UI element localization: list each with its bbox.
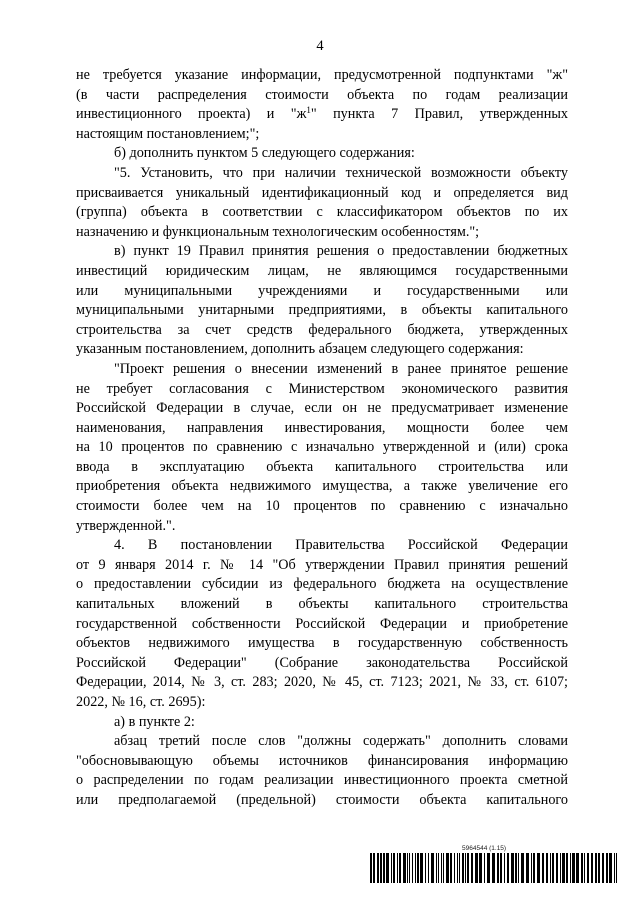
barcode-bar (436, 853, 437, 883)
barcode-bar (370, 853, 372, 883)
barcode-bar (533, 853, 535, 883)
text-line: муниципальными унитарными предприятиями, в объекты капитального (76, 302, 568, 319)
barcode-bar (428, 853, 429, 883)
barcode-bar (581, 853, 583, 883)
barcode-bar (383, 853, 385, 883)
text-line: 2022, № 16, ст. 2695): (76, 694, 206, 710)
barcode-bar (459, 853, 460, 883)
barcode-bar (417, 853, 419, 883)
text-line: б) дополнить пунктом 5 следующего содержания: (114, 145, 415, 162)
barcode-bar (542, 853, 544, 883)
barcode-bar (507, 853, 509, 883)
barcode-bar (438, 853, 439, 883)
text-line: абзац третий после слов "должны содержать" дополнить словами (114, 733, 568, 750)
barcode-bar (560, 853, 561, 883)
barcode-bar (454, 853, 455, 883)
page-number: 4 (316, 38, 324, 54)
barcode-bar (497, 853, 499, 883)
barcode-bar (462, 853, 464, 883)
barcode-bar (475, 853, 478, 883)
barcode-bar (479, 853, 482, 883)
text-line: о предоставлении субсидии из федерального бюджета на осуществление (76, 576, 568, 593)
barcode-bar (386, 853, 389, 883)
barcode-bar (399, 853, 401, 883)
barcode-bar (552, 853, 554, 883)
text-line: в) пункт 19 Правил принятия решения о предоставлении бюджетных (114, 243, 568, 260)
barcode-bar (584, 853, 585, 883)
barcode-bar (457, 853, 458, 883)
barcode-bar (407, 853, 408, 883)
barcode-bar (393, 853, 395, 883)
text-line: или предполагаемой (предельной) стоимости объекта капитального (76, 791, 568, 808)
barcode-bar (373, 853, 375, 883)
text-line: наименования, направления инвестирования, мощности более чем (76, 419, 568, 436)
text-line: или муниципальными учреждениями и государственными или (76, 282, 568, 299)
barcode-bar (614, 853, 615, 883)
barcode-bar (500, 853, 502, 883)
barcode-bar (492, 853, 495, 883)
text-line: на 10 процентов по сравнению с изначально утвержденной и (или) срока (76, 439, 568, 456)
barcode-bar (526, 853, 529, 883)
barcode-id-text: 5964544 (1.15) (462, 845, 507, 852)
text-line: "Проект решения о внесении изменений в ранее принятое решение (114, 360, 568, 377)
barcode-bar (556, 853, 558, 883)
barcode-image (370, 853, 620, 883)
barcode-bar (598, 853, 600, 883)
barcode-bar (441, 853, 442, 883)
barcode-bar (616, 853, 617, 883)
text-line: настоящим постановлением;"; (76, 125, 260, 142)
barcode-bar (409, 853, 410, 883)
barcode-bar (377, 853, 379, 883)
text-line: Российской Федерации в случае, если он не предусматривает изменение (76, 400, 568, 417)
barcode-bar (521, 853, 524, 883)
barcode-bar (425, 853, 426, 883)
barcode-bar (443, 853, 444, 883)
barcode-bar (537, 853, 540, 883)
barcode-bar (566, 853, 568, 883)
text-line: инвестиций юридическим лицам, не являющимся государственными (76, 262, 568, 279)
barcode-bar (515, 853, 517, 883)
superscript: 1 (306, 105, 311, 116)
barcode-bar (546, 853, 548, 883)
barcode-bar (471, 853, 473, 883)
barcode-bar (391, 853, 392, 883)
barcode-bar (465, 853, 466, 883)
barcode-bar (446, 853, 449, 883)
text-line: от 9 января 2014 г. № 14 "Об утверждении Правил принятия решений (76, 556, 568, 573)
barcode-bar (572, 853, 575, 883)
barcode-bar (504, 853, 505, 883)
barcode-bar (550, 853, 551, 883)
barcode-bar (531, 853, 532, 883)
barcode-bar (380, 853, 382, 883)
text-line: капитальных вложений в объекты капитального строительства (76, 596, 568, 613)
barcode-bar (397, 853, 398, 883)
text-line: а) в пункте 2: (114, 713, 195, 730)
text-line: объектов недвижимого имущества в государственную собственность (76, 635, 568, 652)
text-line: 4. В постановлении Правительства Российской Федерации (114, 537, 568, 554)
document-body (76, 66, 568, 811)
text-line: не требуется указание информации, предусмотренной подпунктами "ж" (76, 67, 568, 83)
barcode-bar (606, 853, 608, 883)
barcode-bar (431, 853, 434, 883)
barcode-bar (450, 853, 452, 883)
text-line: строительства за счет средств федерального бюджета, утвержденных (76, 321, 568, 338)
text-line: государственной собственности Российской Федерации и приобретение (76, 615, 568, 632)
text-line: (группа) объекта в соответствии с классификатором объектов по их (76, 204, 568, 221)
barcode-bar (591, 853, 593, 883)
barcode-bar (595, 853, 597, 883)
barcode-bar (412, 853, 413, 883)
barcode-bar (562, 853, 565, 883)
text-line: указанным постановлением, дополнить абзацем следующего содержания: (76, 341, 524, 358)
barcode-bar (403, 853, 406, 883)
barcode-bar (420, 853, 423, 883)
barcode-bar (487, 853, 490, 883)
barcode-bar (570, 853, 571, 883)
text-line: стоимости более чем на 10 процентов по сравнению с изначально (76, 498, 568, 515)
text-line: назначению и функциональным технологическим особенностям."; (76, 223, 480, 240)
barcode-bar (415, 853, 416, 883)
barcode-bar (484, 853, 485, 883)
barcode-bar (518, 853, 519, 883)
barcode-bar (609, 853, 612, 883)
text-line: Российской Федерации" (Собрание законодательства Российской (76, 654, 568, 671)
barcode-bar (576, 853, 579, 883)
text-line: не требует согласования с Министерством экономического развития (76, 380, 568, 397)
text-line: "обосновывающую объемы источников финансирования информацию (76, 752, 568, 769)
barcode-bar (511, 853, 514, 883)
barcode-bar (602, 853, 604, 883)
barcode-bar (587, 853, 589, 883)
text-line: приобретения объекта недвижимого имущества, а также увеличение его (76, 478, 568, 495)
text-line: "5. Установить, что при наличии технической возможности объекту (114, 164, 568, 181)
text-line: утвержденной.". (76, 517, 176, 534)
text-line: о распределении по годам реализации инвестиционного проекта сметной (76, 772, 568, 789)
text-line: ввода в эксплуатацию объекта капитального строительства или (76, 458, 568, 475)
barcode-bar (467, 853, 469, 883)
text-line: присваивается уникальный идентификационный код и определяется вид (76, 184, 568, 201)
text-line: инвестиционного проекта) и "$ж^1$" пункта 7 Правил, утвержденных (76, 105, 568, 123)
text-line: Федерации, 2014, № 3, ст. 283; 2020, № 45, ст. 7123; 2021, № 33, ст. 6107; (76, 674, 568, 691)
text-line: (в части распределения стоимости объекта по годам реализации (76, 86, 568, 103)
